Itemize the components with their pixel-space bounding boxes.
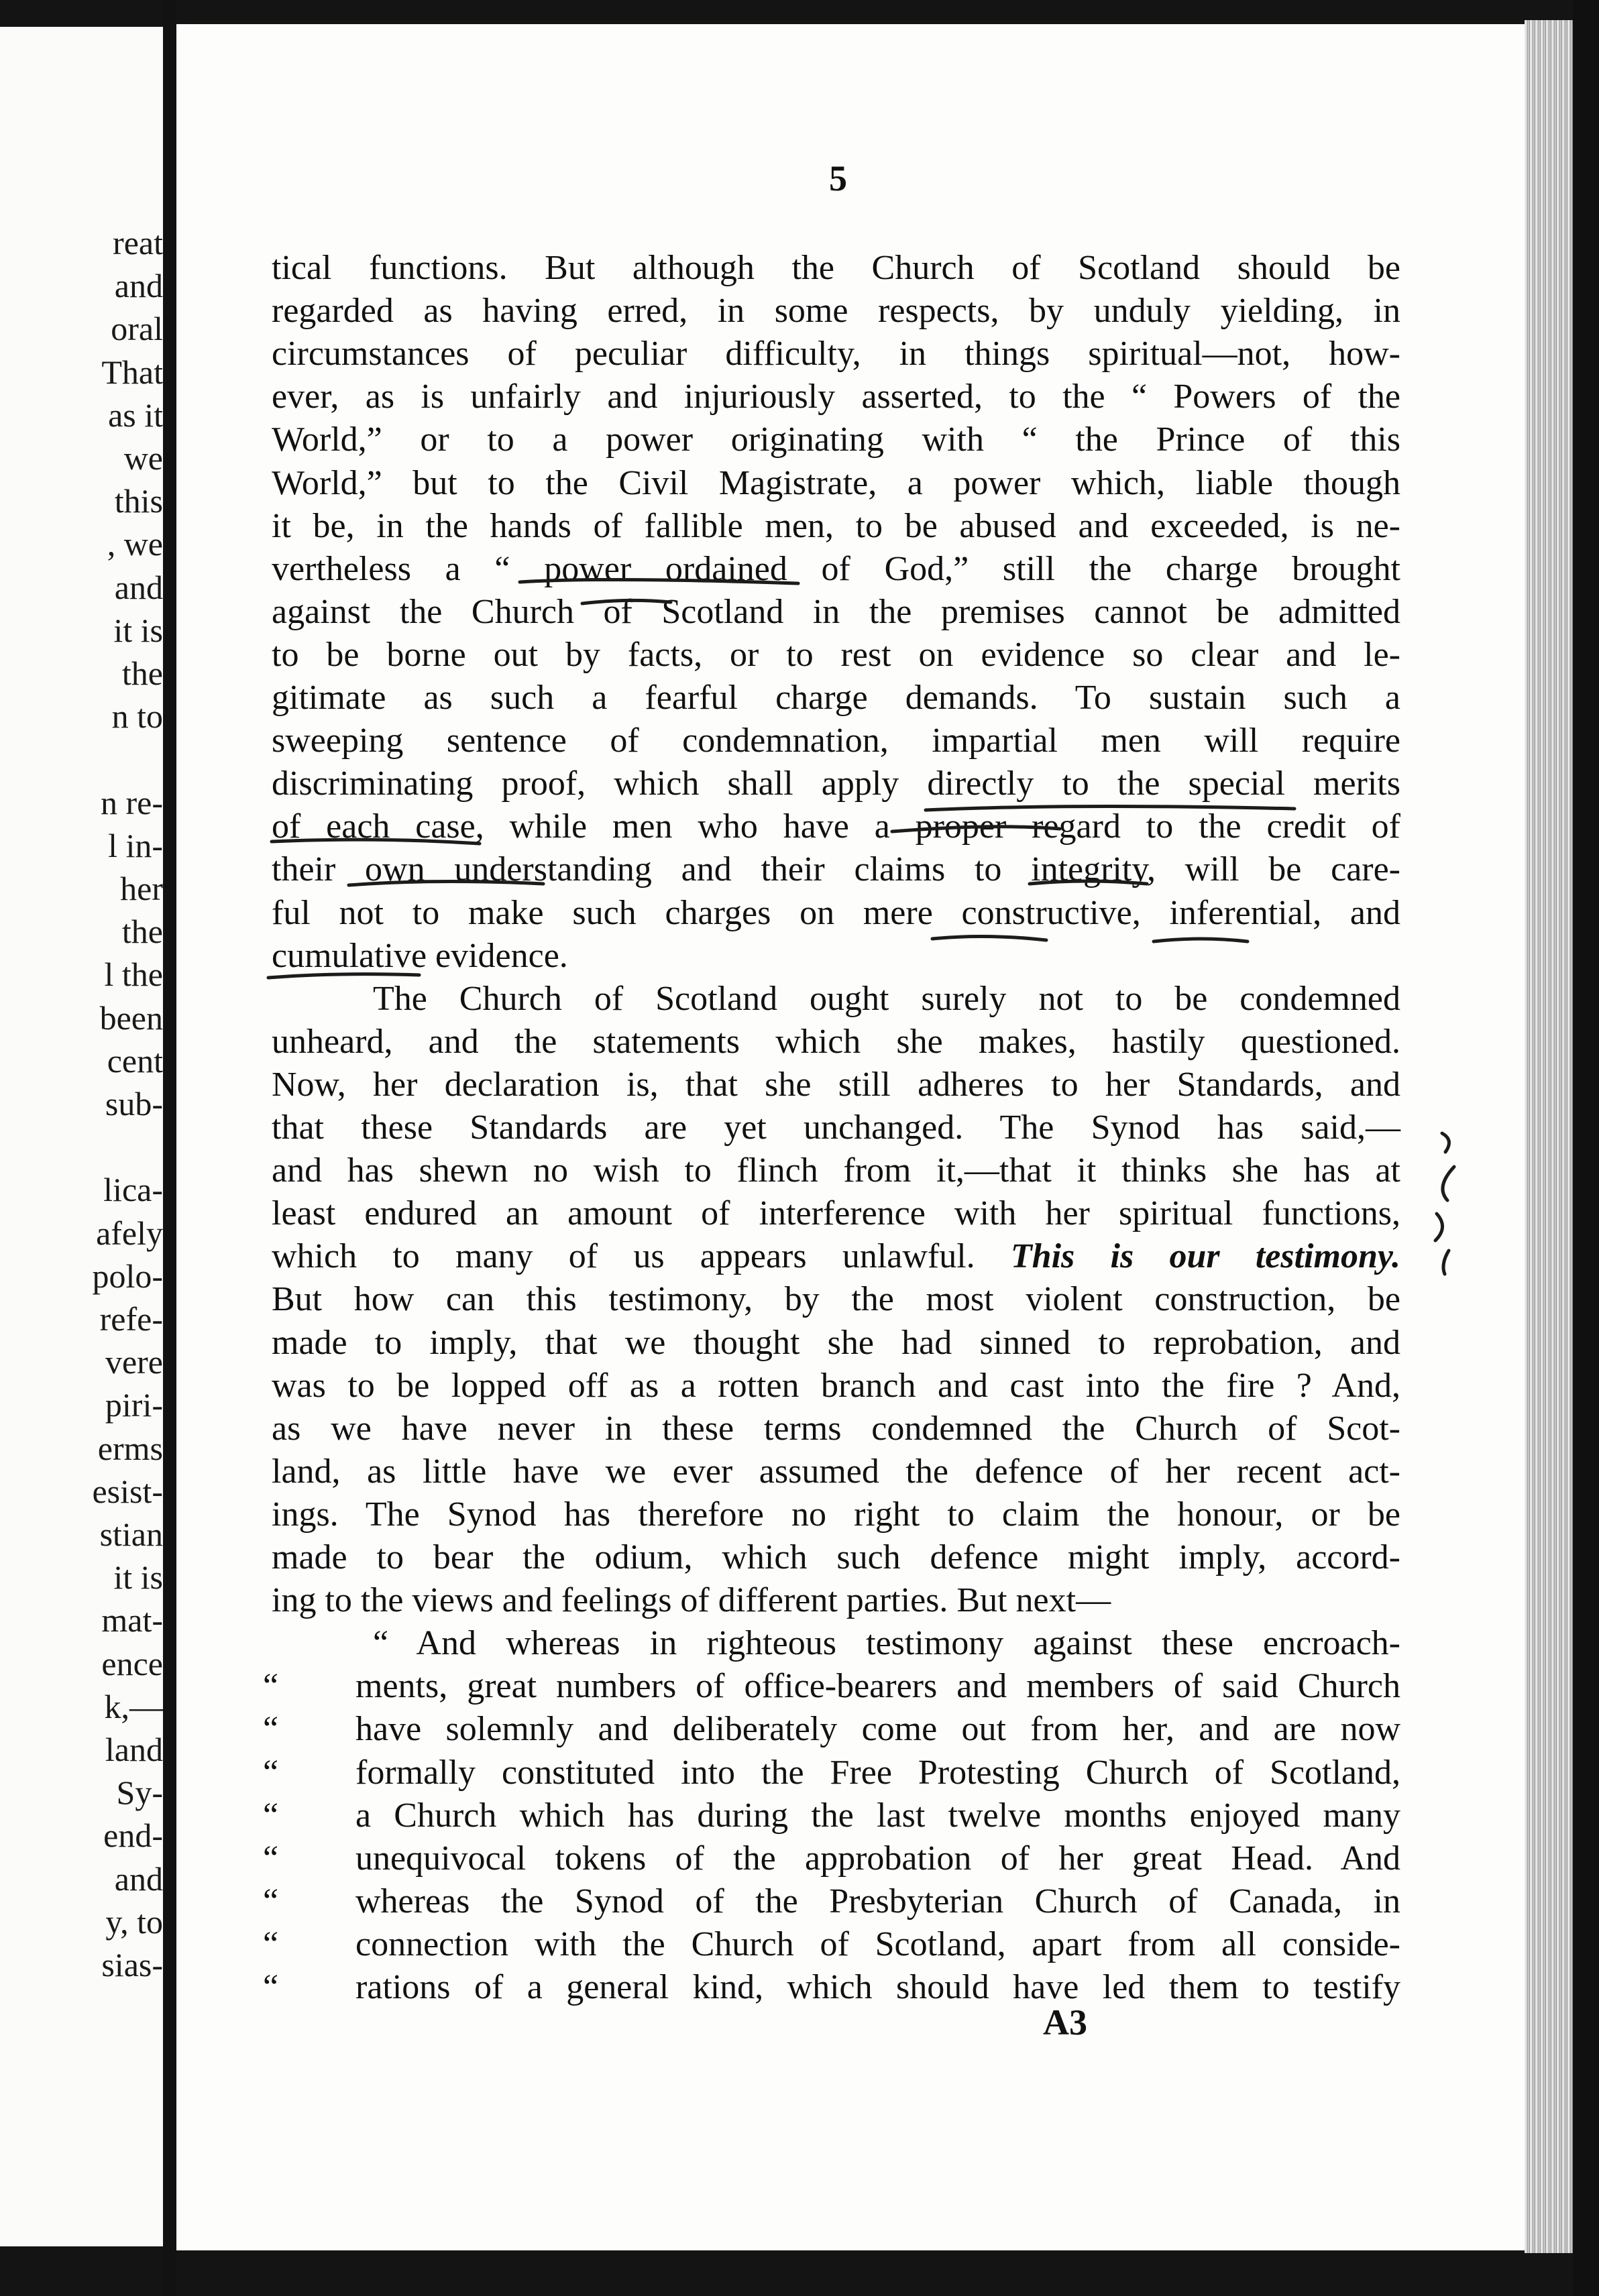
- text-line: it be, in the hands of fallible men, to be abused and exceeded, is ne-: [272, 506, 1400, 545]
- facing-page-fragment: her: [120, 870, 163, 907]
- text-line: vertheless a “ power ordained of God,” still the charge brought: [272, 549, 1400, 588]
- text-line: ing to the views and feelings of different parties. But next—: [272, 1581, 1111, 1620]
- facing-page-fragment: reat: [113, 224, 163, 262]
- text-line: Now, her declaration is, that she still adheres to her Standards, and: [272, 1065, 1400, 1104]
- quote-mark: “: [263, 1839, 279, 1878]
- signature-mark: A3: [1043, 2002, 1087, 2043]
- facing-page-fragment: l the: [104, 956, 163, 994]
- facing-page-fragment: refe-: [99, 1300, 163, 1338]
- text-line: circumstances of peculiar difficulty, in things spiritual—not, how-: [272, 335, 1400, 374]
- facing-page-fragment: erms: [97, 1429, 163, 1467]
- facing-page-fragment: lica-: [103, 1171, 163, 1209]
- page-number: 5: [829, 158, 847, 198]
- facing-page-fragment: sub-: [105, 1085, 163, 1123]
- facing-page-fragment: y, to: [105, 1902, 163, 1941]
- facing-page-fragment: the: [121, 654, 163, 692]
- text-line: “ And whereas in righteous testimony against these encroach-: [373, 1624, 1400, 1663]
- facing-page-fragment: been: [99, 998, 163, 1037]
- quote-mark: “: [263, 1882, 279, 1920]
- text-line: of each case, while men who have a proper regard to the credit of: [272, 807, 1400, 846]
- text-line: gitimate as such a fearful charge demands. To sustain such a: [272, 679, 1400, 717]
- facing-page-fragment: stian: [99, 1515, 163, 1553]
- facing-page-fragment: That: [101, 353, 163, 391]
- emphasis-testimony: This is our testimony.: [1010, 1237, 1401, 1276]
- facing-page-fragment: polo-: [92, 1257, 163, 1295]
- text-line: sweeping sentence of condemnation, impartial men will require: [272, 722, 1400, 760]
- quote-mark: “: [263, 1968, 279, 2006]
- facing-page-fragment: n re-: [101, 783, 163, 821]
- facing-page-fragment: n to: [111, 697, 163, 736]
- text-line: whereas the Synod of the Presbyterian Church of Canada, in: [355, 1882, 1400, 1920]
- text-line: [272, 1235, 1400, 1278]
- book-gutter: [163, 0, 176, 2296]
- text-line: made to bear the odium, which such defence might imply, accord-: [272, 1538, 1400, 1576]
- quote-mark: “: [263, 1753, 279, 1792]
- scan-border: [1573, 0, 1599, 2296]
- text-line: regarded as having erred, in some respects, by unduly yielding, in: [272, 292, 1400, 331]
- facing-page-fragment: Sy-: [116, 1774, 163, 1812]
- facing-page-fragment: l in-: [108, 826, 163, 864]
- text-line: ful not to make such charges on mere constructive, inferential, and: [272, 893, 1400, 932]
- quote-mark: “: [263, 1710, 279, 1749]
- text-line: discriminating proof, which shall apply directly to the special merits: [272, 764, 1400, 803]
- text-line: least endured an amount of interference with her spiritual functions,: [272, 1194, 1400, 1233]
- facing-page-fragment: piri-: [105, 1386, 163, 1424]
- quote-mark: “: [263, 1667, 279, 1706]
- facing-page-fragment: ence: [101, 1644, 163, 1682]
- text-segment: which to many of us appears unlawful.: [272, 1237, 975, 1276]
- text-line: unequivocal tokens of the approbation of her great Head. And: [355, 1839, 1400, 1878]
- facing-page-fragment: oral: [111, 310, 163, 348]
- text-line: made to imply, that we thought she had sinned to reprobation, and: [272, 1323, 1400, 1362]
- page-edges: [1525, 20, 1573, 2253]
- text-line: land, as little have we ever assumed the defence of her recent act-: [272, 1452, 1400, 1491]
- facing-page-fragment: this: [114, 482, 163, 520]
- text-line: The Church of Scotland ought surely not to be condemned: [373, 979, 1400, 1018]
- facing-page-fragment: and: [114, 1859, 163, 1898]
- text-line: ever, as is unfairly and injuriously asserted, to the “ Powers of the: [272, 378, 1400, 416]
- facing-page-fragment: end-: [103, 1817, 163, 1855]
- text-line: formally constituted into the Free Protesting Church of Scotland,: [355, 1753, 1400, 1792]
- text-line: rations of a general kind, which should have led them to testify: [355, 1968, 1400, 2006]
- text-line: tical functions. But although the Church of Scotland should be: [272, 249, 1400, 287]
- text-line: have solemnly and deliberately come out from her, and are now: [355, 1710, 1400, 1749]
- text-line: was to be lopped off as a rotten branch and cast into the fire ? And,: [272, 1366, 1400, 1405]
- facing-page-fragment: mat-: [101, 1601, 163, 1640]
- facing-page-fragment: we: [123, 439, 163, 477]
- facing-page-fragment: , we: [107, 525, 163, 563]
- facing-page-fragment: land: [105, 1731, 163, 1768]
- text-line: as we have never in these terms condemned the Church of Scot-: [272, 1409, 1400, 1448]
- facing-page-fragment: and: [114, 568, 163, 606]
- facing-page-fragment: it is: [113, 1558, 163, 1597]
- text-line: against the Church of Scotland in the premises cannot be admitted: [272, 592, 1400, 631]
- facing-page-fragment: cent: [107, 1041, 163, 1080]
- text-line: a Church which has during the last twelve months enjoyed many: [355, 1796, 1400, 1835]
- facing-page-fragment: vere: [105, 1343, 163, 1381]
- text-line: World,” or to a power originating with “ the Prince of this: [272, 420, 1400, 459]
- text-line: ments, great numbers of office-bearers and members of said Church: [355, 1667, 1400, 1706]
- text-line: and has shewn no wish to flinch from it,—that it thinks she has at: [272, 1151, 1400, 1190]
- text-line: unheard, and the statements which she makes, hastily questioned.: [272, 1022, 1400, 1061]
- text-line: their own understanding and their claims to integrity, will be care-: [272, 850, 1400, 889]
- text-line: But how can this testimony, by the most violent construction, be: [272, 1280, 1400, 1319]
- facing-page-fragment: and: [114, 267, 163, 305]
- text-line: World,” but to the Civil Magistrate, a power which, liable though: [272, 463, 1400, 502]
- text-line: ings. The Synod has therefore no right to claim the honour, or be: [272, 1495, 1400, 1534]
- facing-page-fragment: esist-: [92, 1472, 163, 1510]
- text-line: cumulative evidence.: [272, 936, 568, 975]
- text-line: connection with the Church of Scotland, apart from all conside-: [355, 1925, 1400, 1963]
- facing-page-fragment: as it: [108, 396, 163, 434]
- facing-page-fragment: sias-: [101, 1946, 163, 1984]
- text-line: that these Standards are yet unchanged. The Synod has said,—: [272, 1108, 1400, 1147]
- facing-page: [0, 27, 163, 2246]
- facing-page-fragment: it is: [113, 611, 163, 649]
- facing-page-fragment: the: [121, 913, 163, 951]
- facing-page-fragment: afely: [96, 1214, 163, 1252]
- text-line: to be borne out by facts, or to rest on evidence so clear and le-: [272, 635, 1400, 674]
- quote-mark: “: [263, 1925, 279, 1963]
- quote-mark: “: [263, 1796, 279, 1835]
- facing-page-fragment: k,—: [104, 1687, 163, 1725]
